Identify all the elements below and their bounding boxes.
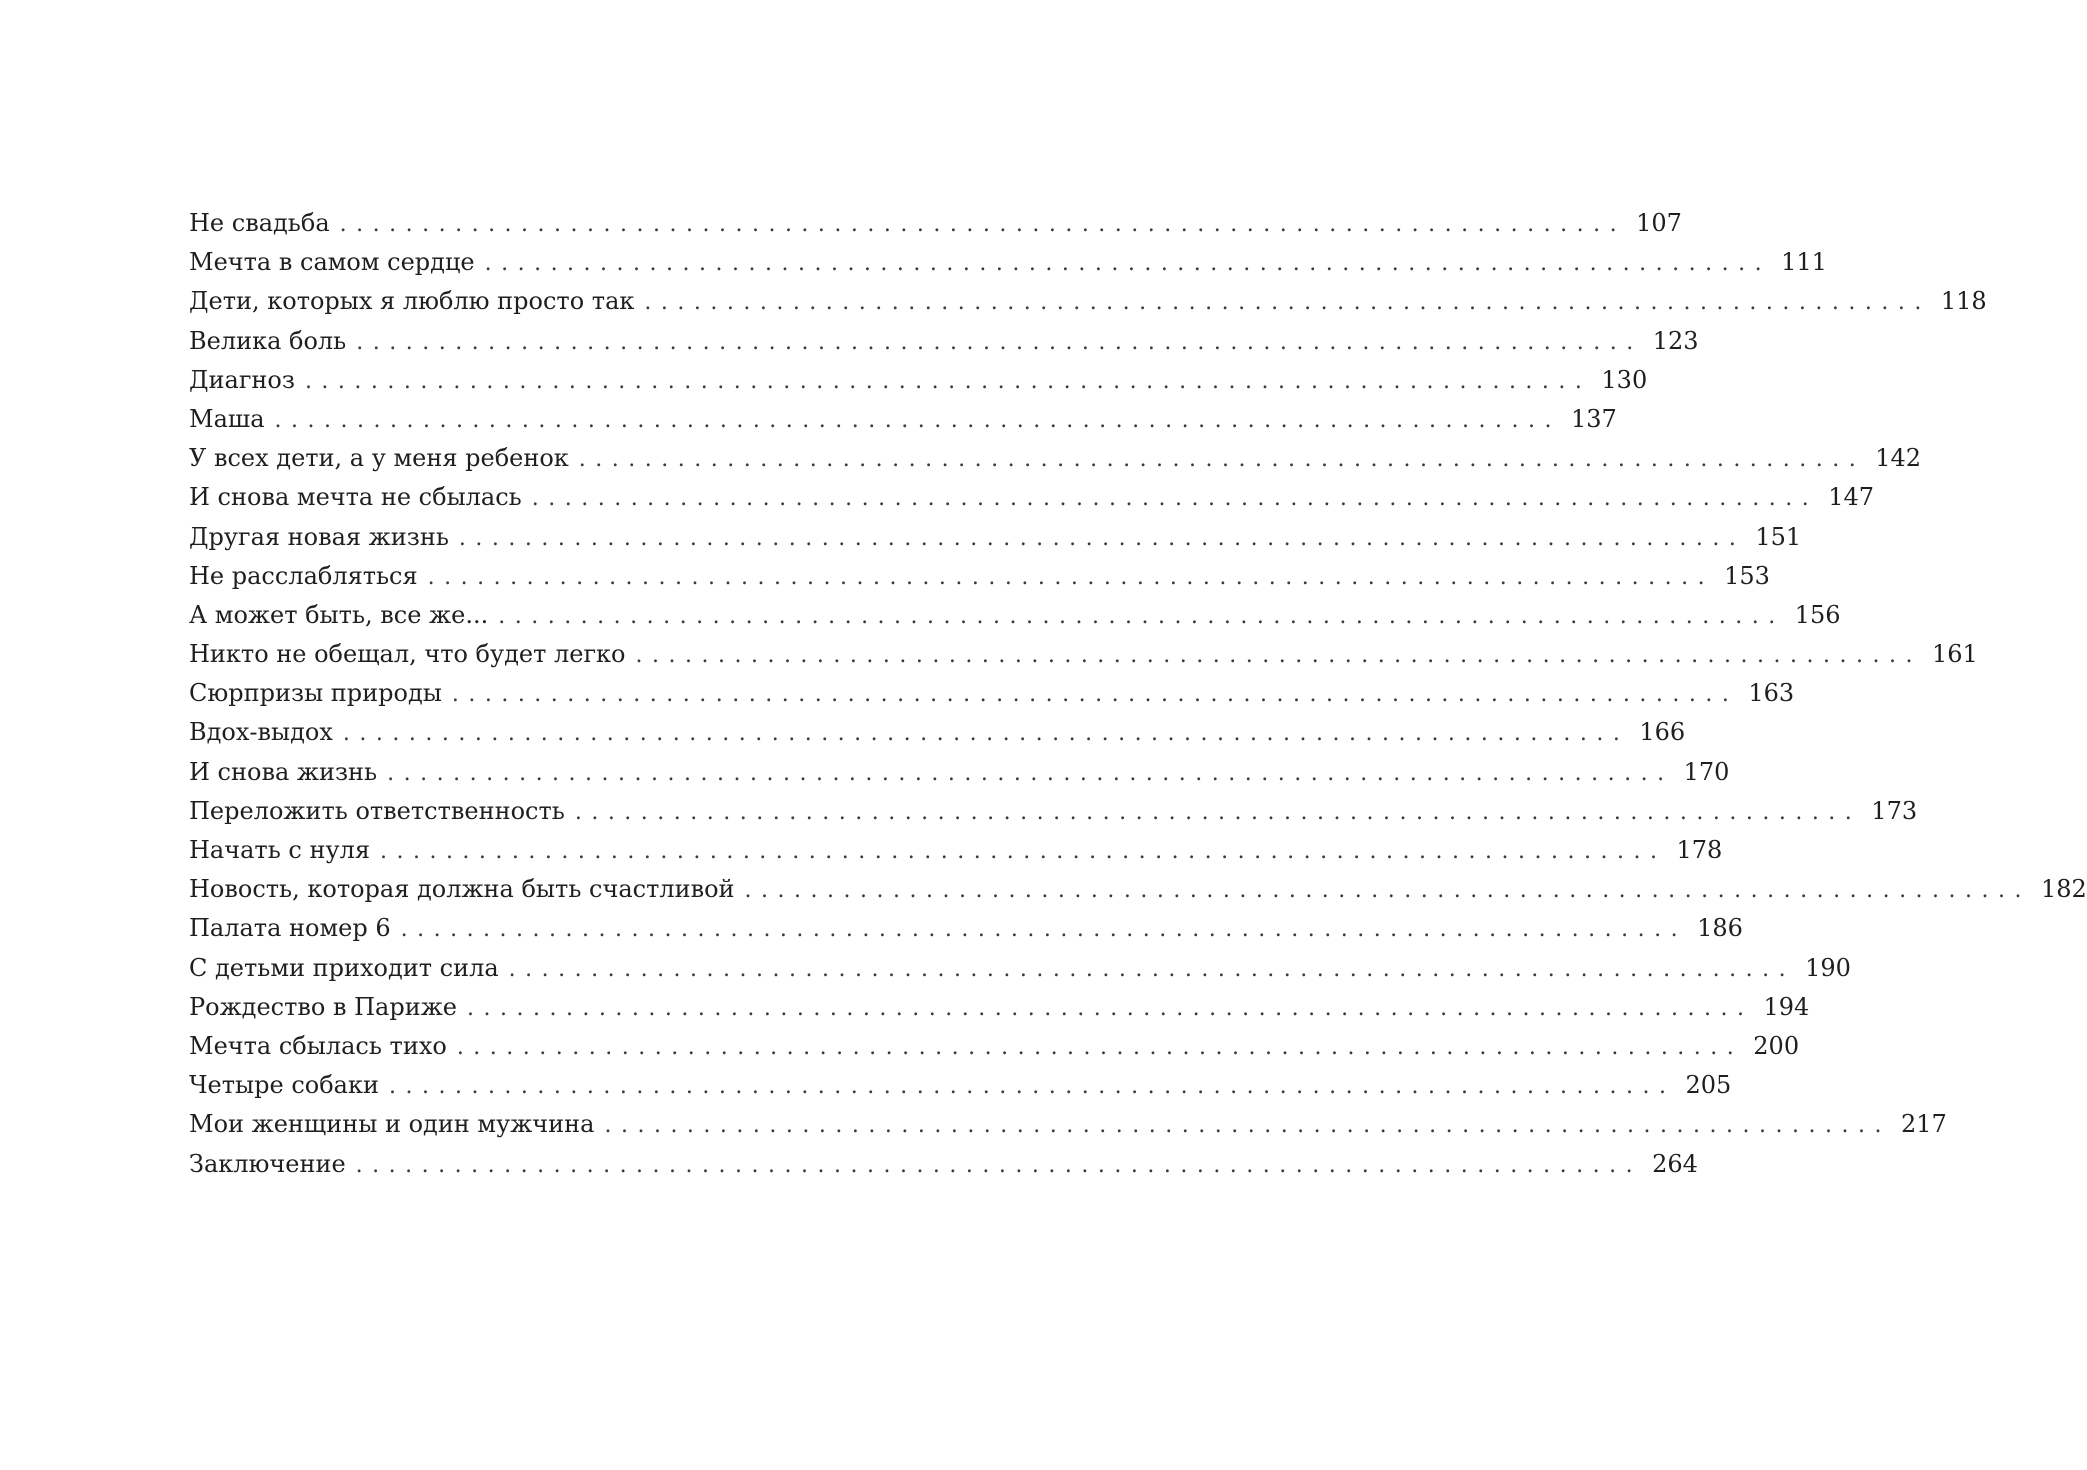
toc-entry-title: Заключение [189,1149,346,1178]
toc-dot-leader: .............................................................................. [304,368,1592,394]
toc-entry-page: 190 [1805,953,1851,982]
toc-dot-leader: .............................................................................. [574,799,1862,825]
toc-dot-leader: .............................................................................. [274,407,1561,433]
toc-entry [189,909,1743,948]
toc-entry [189,557,1770,596]
toc-dot-leader: .............................................................................. [456,1034,1744,1060]
toc-entry-title: Переложить ответственность [189,796,565,825]
toc-entry-page: 130 [1601,365,1648,394]
toc-entry-title: Дети, которых я люблю просто так [189,287,635,316]
toc-entry [189,1149,1698,1179]
toc-dot-leader: .............................................................................. [744,878,2032,904]
toc-entry [189,1066,1732,1105]
toc-dot-leader: .............................................................................. [644,290,1931,316]
toc-entry-page: 107 [1636,209,1682,237]
toc-entry [189,439,1922,478]
toc-entry-title: Не расслабляться [189,561,418,590]
toc-entry-page: 170 [1683,757,1730,786]
toc-dot-leader: .............................................................................. [400,917,1688,943]
toc-entry-title: Рождество в Париже [189,992,457,1021]
toc-entry [189,988,1810,1027]
toc-entry [189,518,1802,557]
toc-dot-leader: .............................................................................. [466,995,1754,1021]
toc-dot-leader: .............................................................................. [508,956,1796,982]
table-of-contents [189,204,2087,1179]
toc-entry [189,870,2087,909]
toc-dot-leader: .............................................................................. [498,603,1785,629]
toc-entry-title: Мечта сбылась тихо [189,1031,447,1060]
toc-dot-leader: .............................................................................. [388,1074,1676,1100]
toc-entry-page: 205 [1685,1071,1732,1100]
toc-entry-title: Палата номер 6 [189,914,391,943]
toc-entry [189,831,1723,870]
toc-entry-title: С детьми приходит сила [189,953,499,982]
toc-entry [189,322,1699,361]
toc-entry-page: 186 [1697,914,1743,943]
toc-dot-leader: .............................................................................. [379,839,1667,864]
toc-entry [189,674,1795,713]
toc-entry-title: Новость, которая должна быть счастливой [189,875,735,904]
toc-entry-page: 217 [1900,1110,1947,1139]
toc-entry-page: 118 [1940,287,1987,316]
toc-entry-title: Велика боль [189,326,347,355]
toc-entry-title: У всех дети, а у меня ребенок [189,444,569,473]
toc-entry [189,949,1851,988]
toc-entry-page: 163 [1748,679,1795,708]
toc-entry [189,753,1730,792]
toc-dot-leader: .............................................................................. [578,447,1866,473]
toc-entry [189,635,1978,674]
toc-entry-title: Диагноз [189,365,295,394]
toc-entry-page: 156 [1794,600,1841,629]
toc-entry-title: И снова жизнь [189,757,378,786]
toc-entry [189,282,1987,321]
toc-entry-title: Четыре собаки [189,1071,379,1100]
toc-dot-leader: .............................................................................. [355,1152,1643,1178]
toc-dot-leader: .............................................................................. [427,564,1715,590]
toc-entry-page: 173 [1871,796,1918,825]
toc-entry-title: Мои женщины и один мужчина [189,1110,595,1139]
toc-dot-leader: .............................................................................. [635,643,1922,669]
toc-dot-leader: .............................................................................. [531,486,1819,512]
toc-dot-leader: .............................................................................. [342,721,1630,747]
toc-entry-title: А может быть, все же... [189,600,489,629]
toc-entry-page: 194 [1763,992,1810,1021]
toc-dot-leader: .............................................................................. [451,682,1739,708]
toc-entry-page: 178 [1676,836,1723,864]
toc-entry-page: 264 [1652,1149,1698,1178]
toc-entry-title: Никто не обещал, что будет легко [189,640,626,669]
toc-entry-page: 200 [1753,1031,1800,1060]
toc-entry [189,1105,1947,1144]
toc-entry [189,243,1827,282]
toc-entry-title: Мечта в самом сердце [189,248,475,277]
toc-entry-title: Не свадьба [189,209,330,237]
toc-entry-page: 147 [1828,483,1875,512]
toc-entry [189,361,1648,400]
toc-entry-page: 153 [1724,561,1770,590]
toc-entry [189,400,1617,439]
toc-entry-title: И снова мечта не сбылась [189,483,522,512]
toc-entry-title: Другая новая жизнь [189,522,449,551]
toc-entry-page: 161 [1931,640,1978,669]
toc-entry [189,204,1682,243]
toc-entry-title: Вдох-выдох [189,718,333,747]
toc-entry [189,478,1875,517]
toc-dot-leader: .............................................................................. [356,329,1643,355]
toc-entry [189,1027,1800,1066]
toc-entry-title: Сюрпризы природы [189,679,442,708]
toc-entry [189,713,1686,752]
toc-entry-page: 111 [1781,248,1827,277]
toc-entry-page: 142 [1875,444,1922,473]
toc-entry [189,596,1841,635]
toc-dot-leader: .............................................................................. [387,760,1674,786]
toc-entry-page: 166 [1639,718,1686,747]
toc-dot-leader: .............................................................................. [604,1113,1891,1139]
toc-entry-page: 151 [1755,522,1802,551]
toc-dot-leader: .............................................................................. [484,251,1772,277]
toc-entry [189,792,1918,831]
toc-entry-page: 137 [1570,404,1617,433]
toc-entry-page: 123 [1652,326,1699,355]
toc-entry-title: Маша [189,404,265,433]
toc-entry-page: 182 [2041,875,2087,904]
toc-dot-leader: .............................................................................. [458,525,1746,551]
toc-dot-leader: .............................................................................. [339,212,1627,237]
toc-entry-title: Начать с нуля [189,836,370,864]
